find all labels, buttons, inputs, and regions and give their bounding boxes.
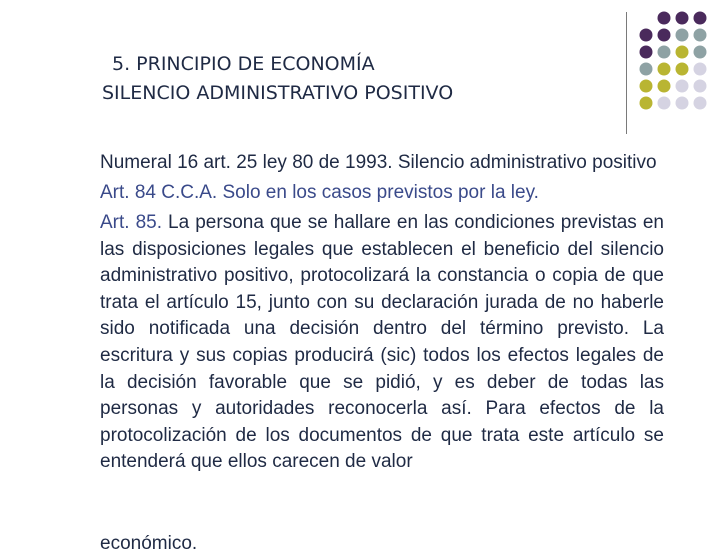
decorative-dot-grid <box>0 0 720 140</box>
decorative-dot <box>676 46 689 59</box>
decorative-dot <box>694 46 707 59</box>
decorative-dot <box>694 97 707 110</box>
decorative-dot <box>658 97 671 110</box>
decorative-dot <box>658 29 671 42</box>
paragraph-art-84: Art. 84 C.C.A. Solo en los casos previstos por la ley. <box>100 182 539 203</box>
decorative-dot <box>694 80 707 93</box>
decorative-dot <box>658 12 671 25</box>
title-line-1: 5. PRINCIPIO DE ECONOMÍA <box>112 53 375 75</box>
decorative-dot <box>658 63 671 76</box>
decorative-dot <box>640 46 653 59</box>
decorative-dot <box>640 80 653 93</box>
decorative-dot <box>640 63 653 76</box>
title-line-2: SILENCIO ADMINISTRATIVO POSITIVO <box>102 82 454 104</box>
decorative-dot <box>676 97 689 110</box>
decorative-dot <box>658 80 671 93</box>
decorative-dot <box>694 29 707 42</box>
decorative-dot <box>694 63 707 76</box>
art-85-text: La persona que se hallare en las condiciones previstas en las disposiciones legales que establecen el beneficio del silencio administrativo positivo, protocolizará la constancia o copia de que trata el artículo 15, junto con su declaración jurada de no haberle sido notificada una decisión dentro del término previsto. La escritura y sus copias producirá (sic) todos los efectos legales de la decisión favorable que se pidió, y es deber de todas las personas y autoridades reconocerla así. Para efectos de la protocolización de los documentos de que trata este artículo se entenderá que ellos carecen de valor <box>100 212 664 473</box>
decorative-dot <box>640 29 653 42</box>
decorative-dot <box>640 97 653 110</box>
art-85-label: Art. 85. <box>100 212 163 233</box>
slide-body <box>100 150 664 476</box>
decorative-dot <box>676 29 689 42</box>
cutoff-line: económico. <box>100 533 198 554</box>
paragraph-numeral: Numeral 16 art. 25 ley 80 de 1993. Silencio administrativo positivo <box>100 152 657 173</box>
decorative-dot <box>676 63 689 76</box>
decorative-dot <box>676 12 689 25</box>
decorative-dot <box>658 46 671 59</box>
decorative-dot <box>676 80 689 93</box>
paragraph-art-85 <box>100 210 664 476</box>
decorative-dot <box>694 12 707 25</box>
